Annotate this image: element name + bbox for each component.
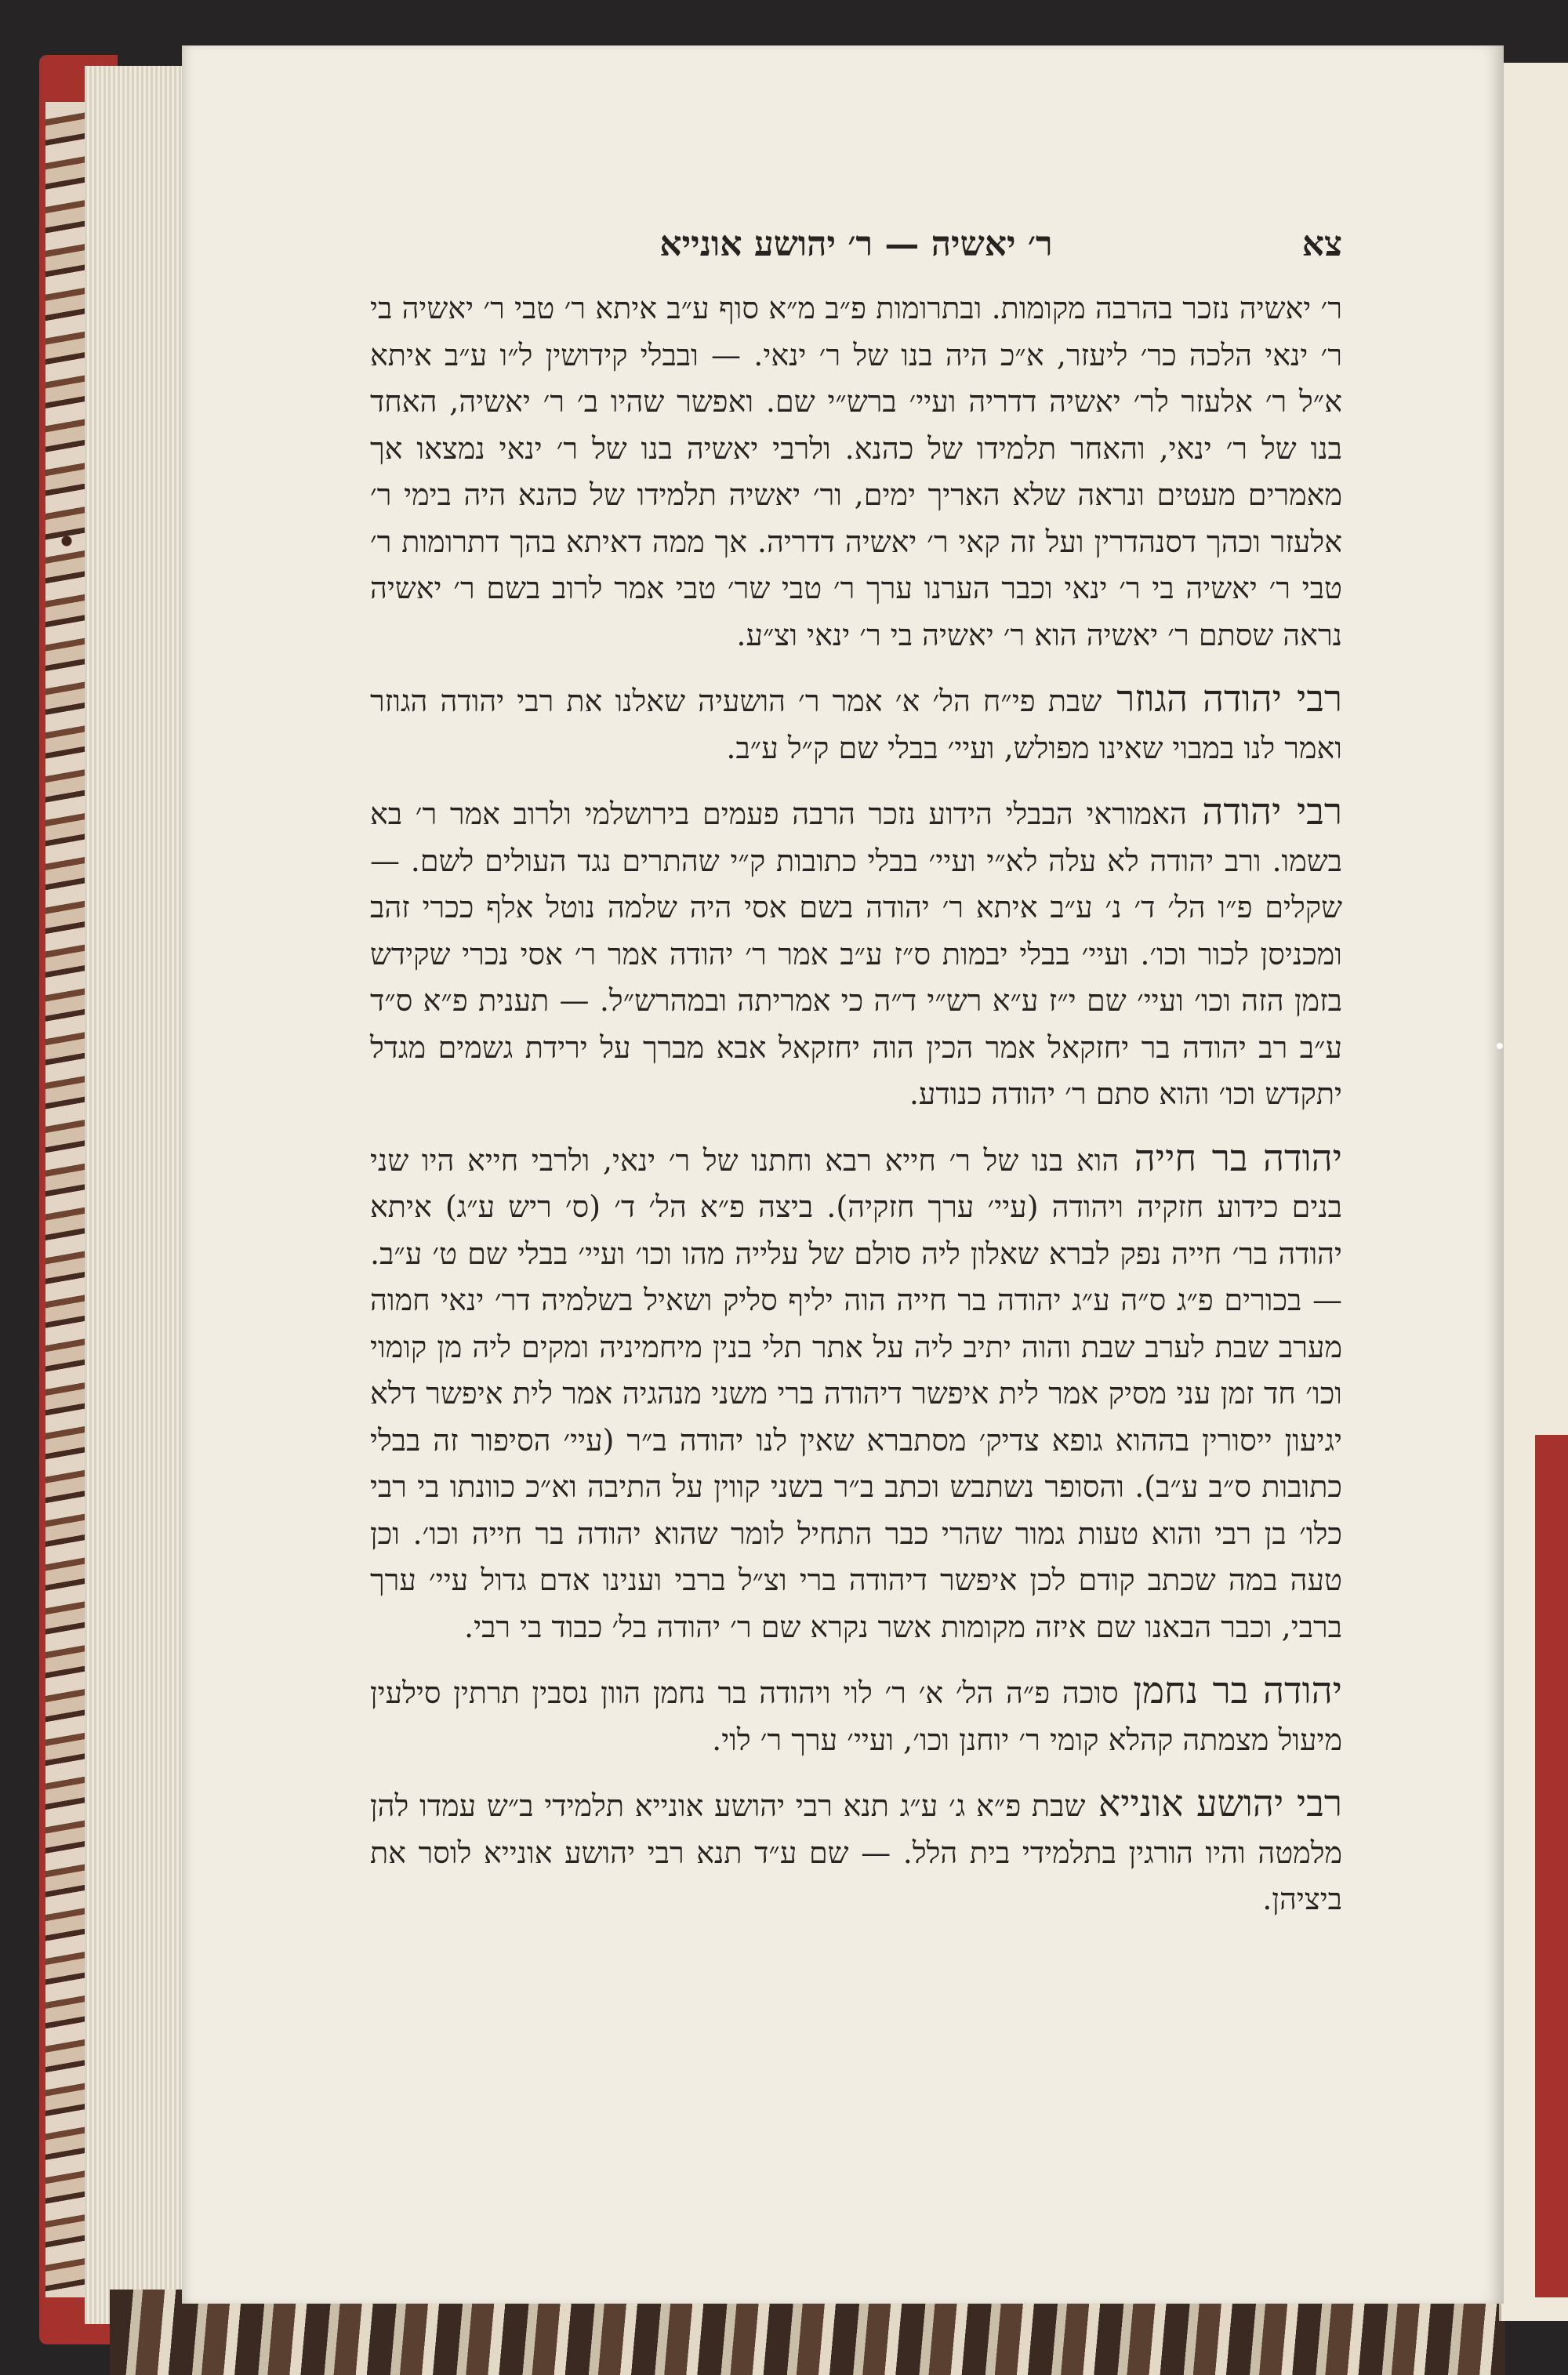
book-page — [182, 45, 1504, 2304]
entry-heading: יהודה בר נחמן — [1118, 1669, 1342, 1712]
entry-yehuda-bar-chiya — [370, 1135, 1342, 1651]
entry-yehuda-bar-nachman — [370, 1668, 1342, 1763]
entry-text: ר׳ יאשיה נזכר בהרבה מקומות. ובתרומות פ״ב מ״א סוף ע״ב איתא ר׳ טבי ר׳ יאשיה בי ר׳ ינאי הלכה כר׳ ליעזר, א״כ היה בנו של ר׳ ינאי. — ובבלי קידושין ל״ו ע״ב איתא א״ל ר׳ אלעזר לר׳ יאשיה דדריה ועיי׳ ברש״י שם. ואפשר שהיו ב׳ ר׳ יאשיה, האחד בנו של ר׳ ינאי, והאחר תלמידו של כהנא. ולרבי יאשיה בנו של ר׳ ינאי נמצאו אך מאמרים מעטים ונראה שלא האריך ימים, ור׳ יאשיה תלמידו של כהנא היה בימי ר׳ אלעזר וכהך דסנהדרין ועל זה קאי ר׳ יאשיה דדריה. אך ממה דאיתא בהך דתרומות ר׳ טבי ר׳ יאשיה בי ר׳ ינאי וכבר הערנו ערך ר׳ טבי שר׳ טבי אמר לרוב בשם ר׳ יאשיה נראה שסתם ר׳ יאשיה הוא ר׳ יאשיה בי ר׳ ינאי וצ״ע. — [370, 291, 1342, 652]
entry-text: שבת פ״א ג׳ ע״ג תנא רבי יהושע אונייא תלמידי ב״ש עמדו להן מלמטה והיו הורגין בתלמידי בית הלל. — שם ע״ד תנא רבי יהושע אונייא לוסר את ביציהן. — [370, 1789, 1342, 1916]
entry-text: האמוראי הבבלי הידוע נזכר הרבה פעמים בירושלמי ולרוב אמר ר׳ בא בשמו. ורב יהודה לא עלה לא״י ועיי׳ בבלי כתובות ק״י שהתרים נגד העולים לשם. — שקלים פ״ו הל׳ ד׳ נ׳ ע״ב איתא ר׳ יהודה בשם אסי היה שלמה נוטל אלף ככרי זהב ומכניסן לכור וכו׳. ועיי׳ בבלי יבמות ס״ז ע״ב אמר ר׳ יהודה אמר ר׳ אסי נכרי שקידש בזמן הזה וכו׳ ועיי׳ שם י״ז ע״א רש״י ד״ה כי אמריתה ובמהרש״ל. — תענית פ״א ס״ד ע״ב רב יהודה בר יחזקאל אמר הכין הוה יחזקאל אבא מברך על ירידת גשמים מגדל יתקדש וכו׳ והוא סתם ר׳ יהודה כנודע. — [370, 797, 1342, 1111]
entry-heading: רבי יהושע אונייא — [1085, 1782, 1342, 1825]
entry-yehoshua-onaya — [370, 1781, 1342, 1923]
page-number: צא — [1301, 224, 1342, 264]
page-mark — [1497, 1043, 1503, 1049]
entry-text: שבת פי״ח הל׳ א׳ אמר ר׳ הושעיה שאלנו את רבי יהודה הגוזר ואמר לנו במבוי שאינו מפולש, ועיי׳ בבלי שם ק״ל ע״ב. — [370, 684, 1342, 765]
entry-r-yoshiya — [370, 285, 1342, 659]
facing-cover-edge — [1535, 1435, 1568, 2297]
entry-yehuda-hagozer — [370, 676, 1342, 772]
entry-heading: רבי יהודה — [1186, 790, 1343, 833]
entry-heading: רבי יהודה הגוזר — [1102, 677, 1343, 721]
running-title: ר׳ יאשיה — ר׳ יהושע אונייא — [659, 224, 1053, 264]
page-stack — [85, 66, 191, 2324]
entry-heading: יהודה בר חייה — [1119, 1136, 1342, 1180]
entry-text: הוא בנו של ר׳ חייא רבא וחתנו של ר׳ ינאי, ולרבי חייא היו שני בנים כידוע חזקיה ויהודה (עיי׳ ערך חזקיה). ביצה פ״א הל׳ ד׳ (ס׳ ריש ע״ג) איתא יהודה בר׳ חייה נפק לברא שאלון ליה סולם של עלייה מהו וכו׳ ועיי׳ בבלי שם ט׳ ע״ב. — בכורים פ״ג ס״ה ע״ג יהודה בר חייה הוה יליף סליק ושאיל בשלמיה דר׳ ינאי חמוה מערב שבת לערב שבת והוה יתיב ליה על אתר תלי בנין מיחמיניה ומקים ליה מן קומוי וכו׳ חד זמן עני מסיק אמר לית איפשר דיהודה ברי משני מנהגיה אמר לית איפשר דלא יגיעון ייסורין בההוא גופא צדיק׳ מסתברא שאין לנו יהודה ב״ר (עיי׳ הסיפור זה בבלי כתובות ס״ב ע״ב). והסופר נשתבש וכתב ב״ר בשני קווין על התיבה וא״כ כוונתו בי רבי כלו׳ בן רבי והוא טעות גמור שהרי כבר התחיל לומר שהוא יהודה בר חייה וכו׳. וכן טעה במה שכתב קודם לכן איפשר דיהודה ברי וצ״ל ברבי וענינו אדם גדול עיי׳ ערך ברבי, וכבר הבאנו שם איזה מקומות אשר נקרא שם ר׳ יהודה בל׳ כבוד בי רבי. — [370, 1142, 1342, 1644]
page-text — [370, 202, 1342, 1941]
entry-r-yehuda — [370, 789, 1342, 1118]
running-head — [370, 202, 1342, 281]
entry-text: סוכה פ״ה הל׳ א׳ ר׳ לוי ויהודה בר נחמן הוון נסבין תרתין סילעין מיעול מצמתה קהלא קומי ר׳ יוחנן וכו׳, ועיי׳ ערך ר׳ לוי. — [370, 1676, 1342, 1757]
